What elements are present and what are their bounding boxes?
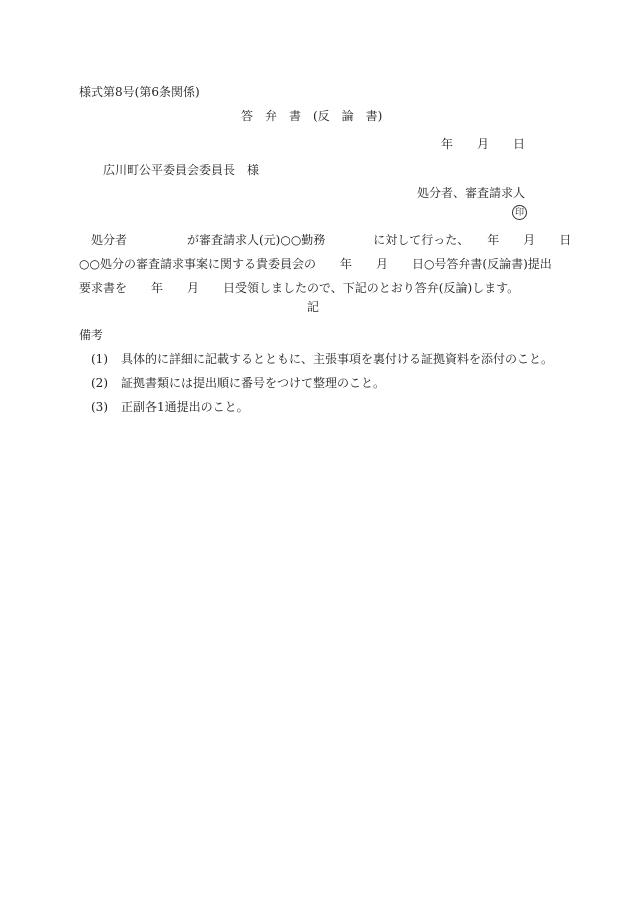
note-number: (2) [91,376,108,390]
body-line-1: 処分者 が審査請求人(元)○○勤務 に対して行った、 年 月 日 [91,233,572,247]
body-line-2: ○○処分の審査請求事案に関する貴委員会の 年 月 日○号答弁書(反論書)提出 [79,257,552,271]
seal-mark: 印 [512,205,527,220]
note-number: (3) [91,400,108,414]
note-text: 正副各1通提出のこと。 [121,400,249,414]
notes-heading: 備考 [79,328,104,342]
sender: 処分者、審査請求人 [416,186,525,200]
body-line-3: 要求書を 年 月 日受領しましたので、下記のとおり答弁(反論)します。 [79,281,520,295]
ki-heading: 記 [307,300,320,314]
note-text: 具体的に詳細に記載するとともに、主張事項を裏付ける証拠資料を添付のこと。 [121,352,554,366]
date-line: 年 月 日 [440,137,525,151]
form-number: 様式第8号(第6条関係) [79,85,200,99]
addressee: 広川町公平委員会委員長 様 [103,163,260,177]
note-text: 証拠書類には提出順に番号をつけて整理のこと。 [121,376,386,390]
note-number: (1) [91,352,108,366]
document-title: 答 弁 書 (反 論 書) [241,109,383,123]
